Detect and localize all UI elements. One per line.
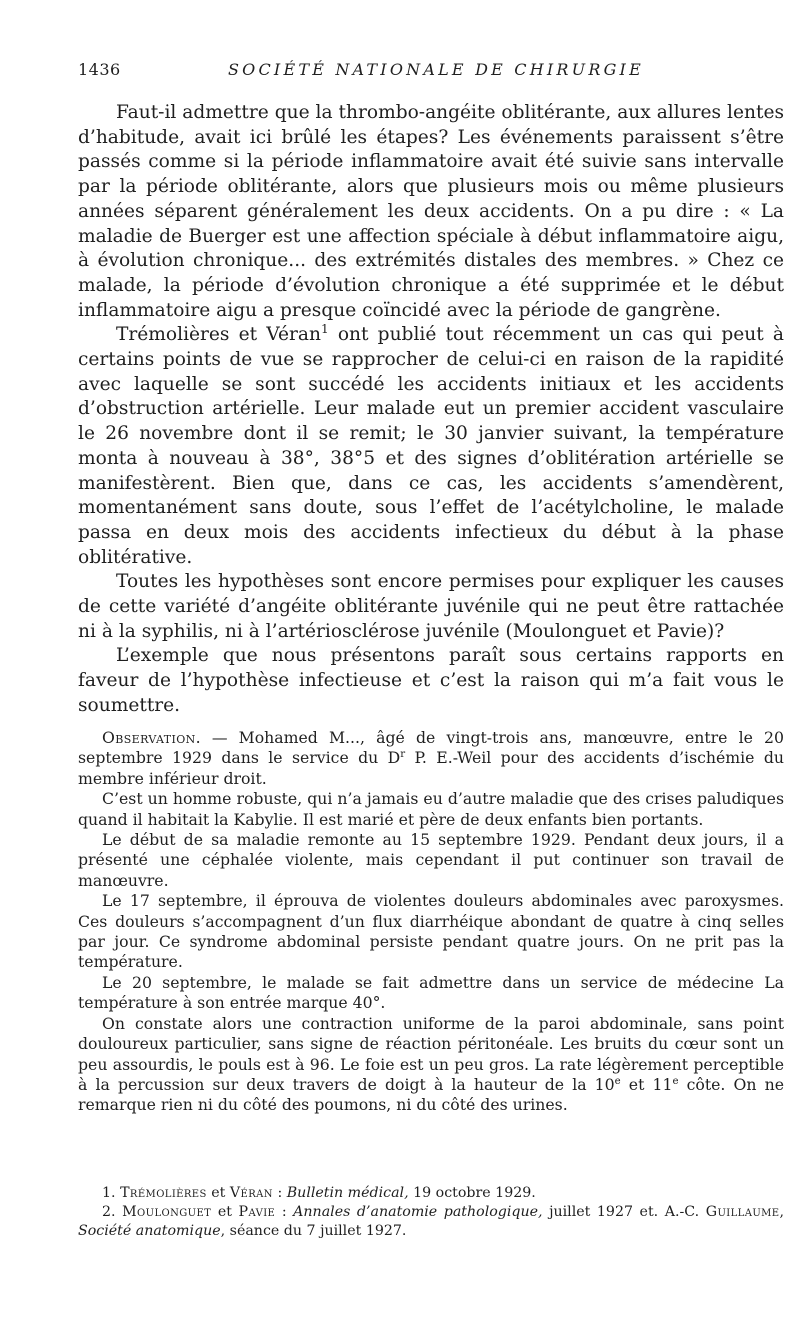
paragraph-2	[78, 323, 784, 570]
footnotes	[78, 1184, 784, 1241]
paragraph-3: Toutes les hypothèses sont encore permises pour expliquer les causes de cette variété d’angéite oblitérante juvénile qui ne peut être rattachée ni à la syphilis, ni à l’artériosclérose juvénile (Moulonguet et Pavie)?	[78, 571, 784, 642]
observation-paragraph-5: Le 20 septembre, le malade se fait admettre dans un service de médecine La température à son entrée marque 40°.	[78, 972, 784, 1013]
observation-paragraph-2: C’est un homme robuste, qui n’a jamais eu d’autre maladie que des crises paludiques quand il habitait la Kabylie. Il est marié et père de deux enfants bien portants.	[78, 789, 784, 829]
observation-paragraph-4: Le 17 septembre, il éprouva de violentes douleurs abdominales avec paroxysmes. Ces douleurs s’accompagnent d’un flux diarrhéique abondant de quatre à cinq selles par jour. Ce syndrome abdominal persiste pendant quatre jours. On ne prit pas la température.	[78, 891, 784, 972]
observation-paragraph-3: Le début de sa maladie remonte au 15 septembre 1929. Pendant deux jours, il a présenté une céphalée violente, mais cependant il put continuer son travail de manœuvre.	[78, 830, 784, 890]
footnote-2: 2. Moulonguet et Pavie : Annales d’anatomie pathologique, juillet 1927 et. A.-C. Guillaume, Société anatomique, séance du 7 juillet 1927.	[78, 1204, 785, 1239]
observation-label: Observation	[102, 728, 196, 747]
running-title: SOCIÉTÉ NATIONALE DE CHIRURGIE	[228, 60, 644, 79]
footnote-ref-1: 1	[320, 322, 329, 337]
observation-paragraph-6: On constate alors une contraction uniforme de la paroi abdominale, sans point douloureux particulier, sans signe de réaction péritonéale. Les bruits du cœur sont un peu assourdis, le pouls est à 96. Le foie est un peu gros. La rate légèrement perceptible à la percussion sur deux travers de doigt à la hauteur de la 10e et 11e côte. On ne remarque rien ni du côté des poumons, ni du côté des urines.	[78, 1013, 784, 1115]
page-header	[78, 60, 784, 82]
observation-section	[78, 728, 784, 1116]
citation-authors: Trémolières et Véran	[116, 324, 321, 346]
page-number: 1436	[78, 60, 121, 79]
observation-intro: Observation. — Mohamed M..., âgé de vingt-trois ans, manœuvre, entre le 20 septembre 1929 dans le service du $D^r$ P. E.-Weil pour des accidents d’ischémie du membre inférieur droit.	[78, 728, 784, 788]
footnote-1: 1. Trémolières et Véran : Bulletin médical, 19 octobre 1929.	[102, 1185, 536, 1201]
paragraph-4: L’exemple que nous présentons paraît sous certains rapports en faveur de l’hypothèse infectieuse et c’est la raison qui m’a fait vous le soumettre.	[78, 645, 784, 716]
paragraph-2-text: ont publié tout récemment un cas qui peut à certains points de vue se rapprocher de celui-ci en raison de la rapidité avec laquelle se sont succédé les accidents initiaux et les accidents d’obstruction artérielle. Leur malade eut un premier accident vasculaire le 26 novembre dont il se remit; le 30 janvier suivant, la température monta à nouveau à 38°, 38°5 et des signes d’oblitération artérielle se manifestèrent. Bien que, dans ce cas, les accidents s’amendèrent, momentanément sans doute, sous l’effet de l’acétylcholine, le malade passa en deux mois des accidents infectieux du début à la phase oblitérative.	[78, 324, 785, 568]
body-text	[78, 101, 784, 719]
paragraph-1: Faut-il admettre que la thrombo-angéite oblitérante, aux allures lentes d’habitude, avait ici brûlé les étapes? Les événements paraissent s’être passés comme si la période inflammatoire avait été suivie sans intervalle par la période oblitérante, alors que plusieurs mois ou même plusieurs années séparent généralement les deux accidents. On a pu dire : « La maladie de Buerger est une affection spéciale à début inflammatoire aigu, à évolution chronique... des extrémités distales des membres. » Chez ce malade, la période d’évolution chronique a été supprimée et le début inflammatoire aigu a presque coïncidé avec la période de gangrène.	[78, 102, 784, 321]
